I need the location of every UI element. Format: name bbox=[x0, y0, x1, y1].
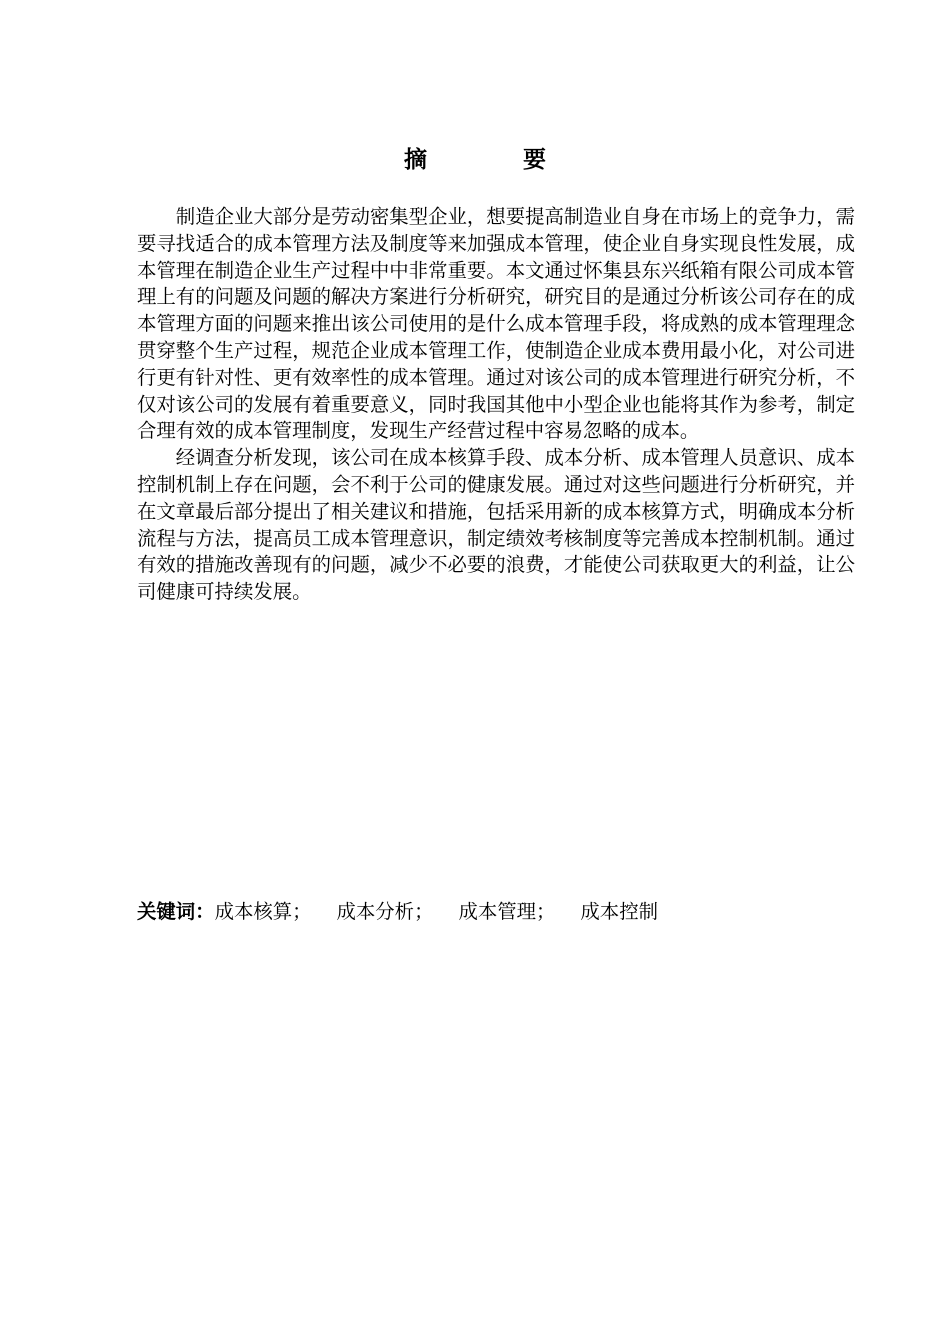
keywords-line bbox=[137, 898, 855, 926]
keyword-item: 成本分析； bbox=[336, 900, 434, 923]
abstract-paragraph-1: 制造企业大部分是劳动密集型企业，想要提高制造业自身在市场上的竞争力，需要寻找适合的成本管理方法及制度等来加强成本管理，使企业自身实现良性发展，成本管理在制造企业生产过程中中非常重要。本文通过怀集县东兴纸箱有限公司成本管理上有的问题及问题的解决方案进行分析研究，研究目的是通过分析该公司存在的成本管理方面的问题来推出该公司使用的是什么成本管理手段，将成熟的成本管理理念贯穿整个生产过程，规范企业成本管理工作，使制造企业成本费用最小化，对公司进行更有针对性、更有效率性的成本管理。通过对该公司的成本管理进行研究分析，不仅对该公司的发展有着重要意义，同时我国其他中小型企业也能将其作为参考，制定合理有效的成本管理制度，发现生产经营过程中容易忽略的成本。 bbox=[137, 205, 855, 443]
page-title: 摘 要 bbox=[403, 147, 590, 173]
keyword-item: 成本核算； bbox=[214, 900, 312, 923]
abstract-body bbox=[137, 204, 855, 606]
keyword-item: 成本管理； bbox=[458, 900, 556, 923]
keywords-label: 关键词： bbox=[137, 900, 215, 923]
keyword-item: 成本控制 bbox=[580, 900, 658, 923]
abstract-paragraph-2: 经调查分析发现，该公司在成本核算手段、成本分析、成本管理人员意识、成本控制机制上存在问题，会不利于公司的健康发展。通过对这些问题进行分析研究，并在文章最后部分提出了相关建议和措施，包括采用新的成本核算方式，明确成本分析流程与方法，提高员工成本管理意识，制定绩效考核制度等完善成本控制机制。通过有效的措施改善现有的问题，减少不必要的浪费，才能使公司获取更大的利益，让公司健康可持续发展。 bbox=[137, 446, 855, 604]
